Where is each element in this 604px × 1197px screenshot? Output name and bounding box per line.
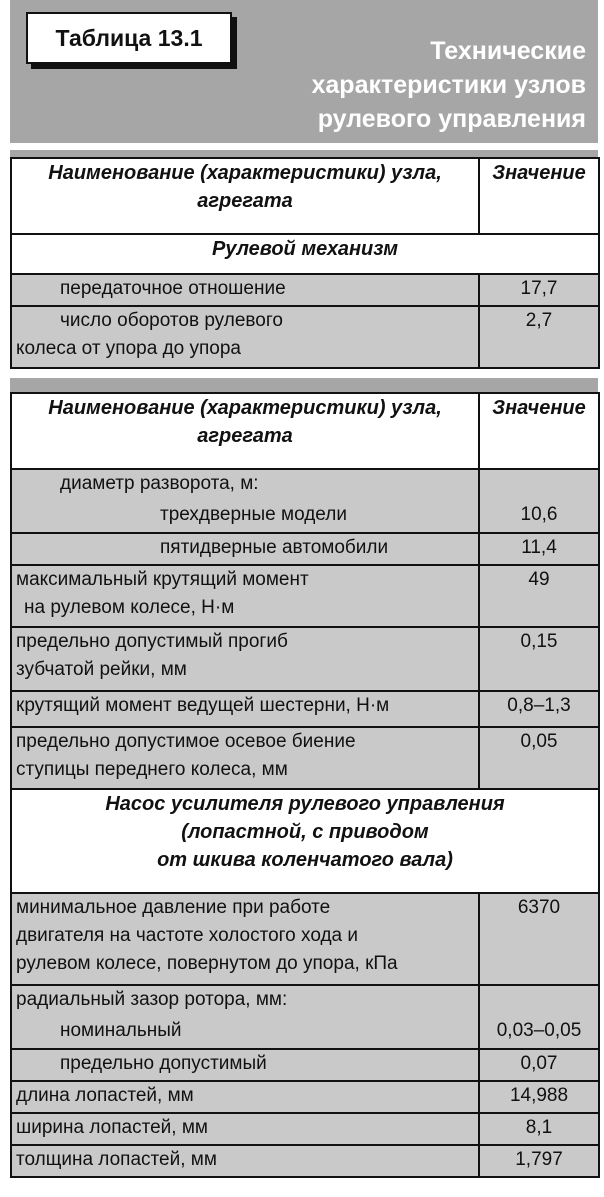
row-value: 17,7 <box>479 274 599 306</box>
table-row <box>11 691 599 727</box>
row-name: ширина лопастей, мм <box>11 1113 479 1145</box>
table-header-row <box>11 393 599 469</box>
column-header-value: Значение <box>479 393 599 469</box>
row-name: трехдверные модели <box>11 501 479 533</box>
table-row <box>11 727 599 789</box>
table-row <box>11 1017 599 1049</box>
table-row <box>11 533 599 565</box>
row-name: предельно допустимый прогиб зубчатой рейки, мм <box>11 627 479 691</box>
row-value: 1,797 <box>479 1145 599 1177</box>
table-row <box>11 893 599 985</box>
row-name: предельно допустимый <box>11 1049 479 1081</box>
table-row <box>11 985 599 1017</box>
row-value: 0,07 <box>479 1049 599 1081</box>
table-row <box>11 1081 599 1113</box>
title-line: Технические <box>430 37 586 65</box>
table-row <box>11 1049 599 1081</box>
row-name: пятидверные автомобили <box>11 533 479 565</box>
row-name: максимальный крутящий момент на рулевом колесе, Н·м <box>11 565 479 627</box>
row-name: толщина лопастей, мм <box>11 1145 479 1177</box>
row-value: 14,988 <box>479 1081 599 1113</box>
row-name: предельно допустимое осевое биение ступицы переднего колеса, мм <box>11 727 479 789</box>
row-name: длина лопастей, мм <box>11 1081 479 1113</box>
title-line: рулевого управления <box>317 105 586 133</box>
row-name: число оборотов рулевого колеса от упора до упора <box>11 306 479 368</box>
table-title <box>166 34 586 136</box>
table-row <box>11 627 599 691</box>
row-value: 8,1 <box>479 1113 599 1145</box>
section-title: Насос усилителя рулевого управления (лопастной, с приводом от шкива коленчатого вала) <box>11 789 599 893</box>
table-header-band <box>10 0 598 143</box>
row-name: крутящий момент ведущей шестерни, Н·м <box>11 691 479 727</box>
section-row <box>11 234 599 274</box>
column-header-name: Наименование (характеристики) узла, агрегата <box>11 393 479 469</box>
column-header-value: Значение <box>479 158 599 234</box>
title-line: характеристики узлов <box>311 71 586 99</box>
row-name: номинальный <box>11 1017 479 1049</box>
separator-band <box>10 378 598 392</box>
table-row <box>11 1145 599 1177</box>
row-value: 10,6 <box>479 501 599 533</box>
section-title: Рулевой механизм <box>11 234 599 274</box>
table-row <box>11 501 599 533</box>
row-value: 0,8–1,3 <box>479 691 599 727</box>
table-row <box>11 469 599 501</box>
steering-specs-table <box>10 392 600 1178</box>
row-value: 11,4 <box>479 533 599 565</box>
row-value: 0,15 <box>479 627 599 691</box>
section-row <box>11 789 599 893</box>
row-name: минимальное давление при работе двигателя на частоте холостого хода и рулевом колесе, повернутом до упора, кПа <box>11 893 479 985</box>
table-row <box>11 565 599 627</box>
row-name: радиальный зазор ротора, мм: <box>11 985 479 1017</box>
row-name: диаметр разворота, м: <box>11 469 479 501</box>
row-value <box>479 469 599 501</box>
steering-gear-table <box>10 157 600 369</box>
table-row <box>11 306 599 368</box>
table-row <box>11 274 599 306</box>
column-header-name: Наименование (характеристики) узла, агрегата <box>11 158 479 234</box>
row-value: 0,03–0,05 <box>479 1017 599 1049</box>
table-number-badge: Таблица 13.1 <box>26 12 232 64</box>
table-header-row <box>11 158 599 234</box>
row-value: 49 <box>479 565 599 627</box>
row-value <box>479 985 599 1017</box>
row-value: 0,05 <box>479 727 599 789</box>
row-name: передаточное отношение <box>11 274 479 306</box>
table-row <box>11 1113 599 1145</box>
row-value: 6370 <box>479 893 599 985</box>
row-value: 2,7 <box>479 306 599 368</box>
